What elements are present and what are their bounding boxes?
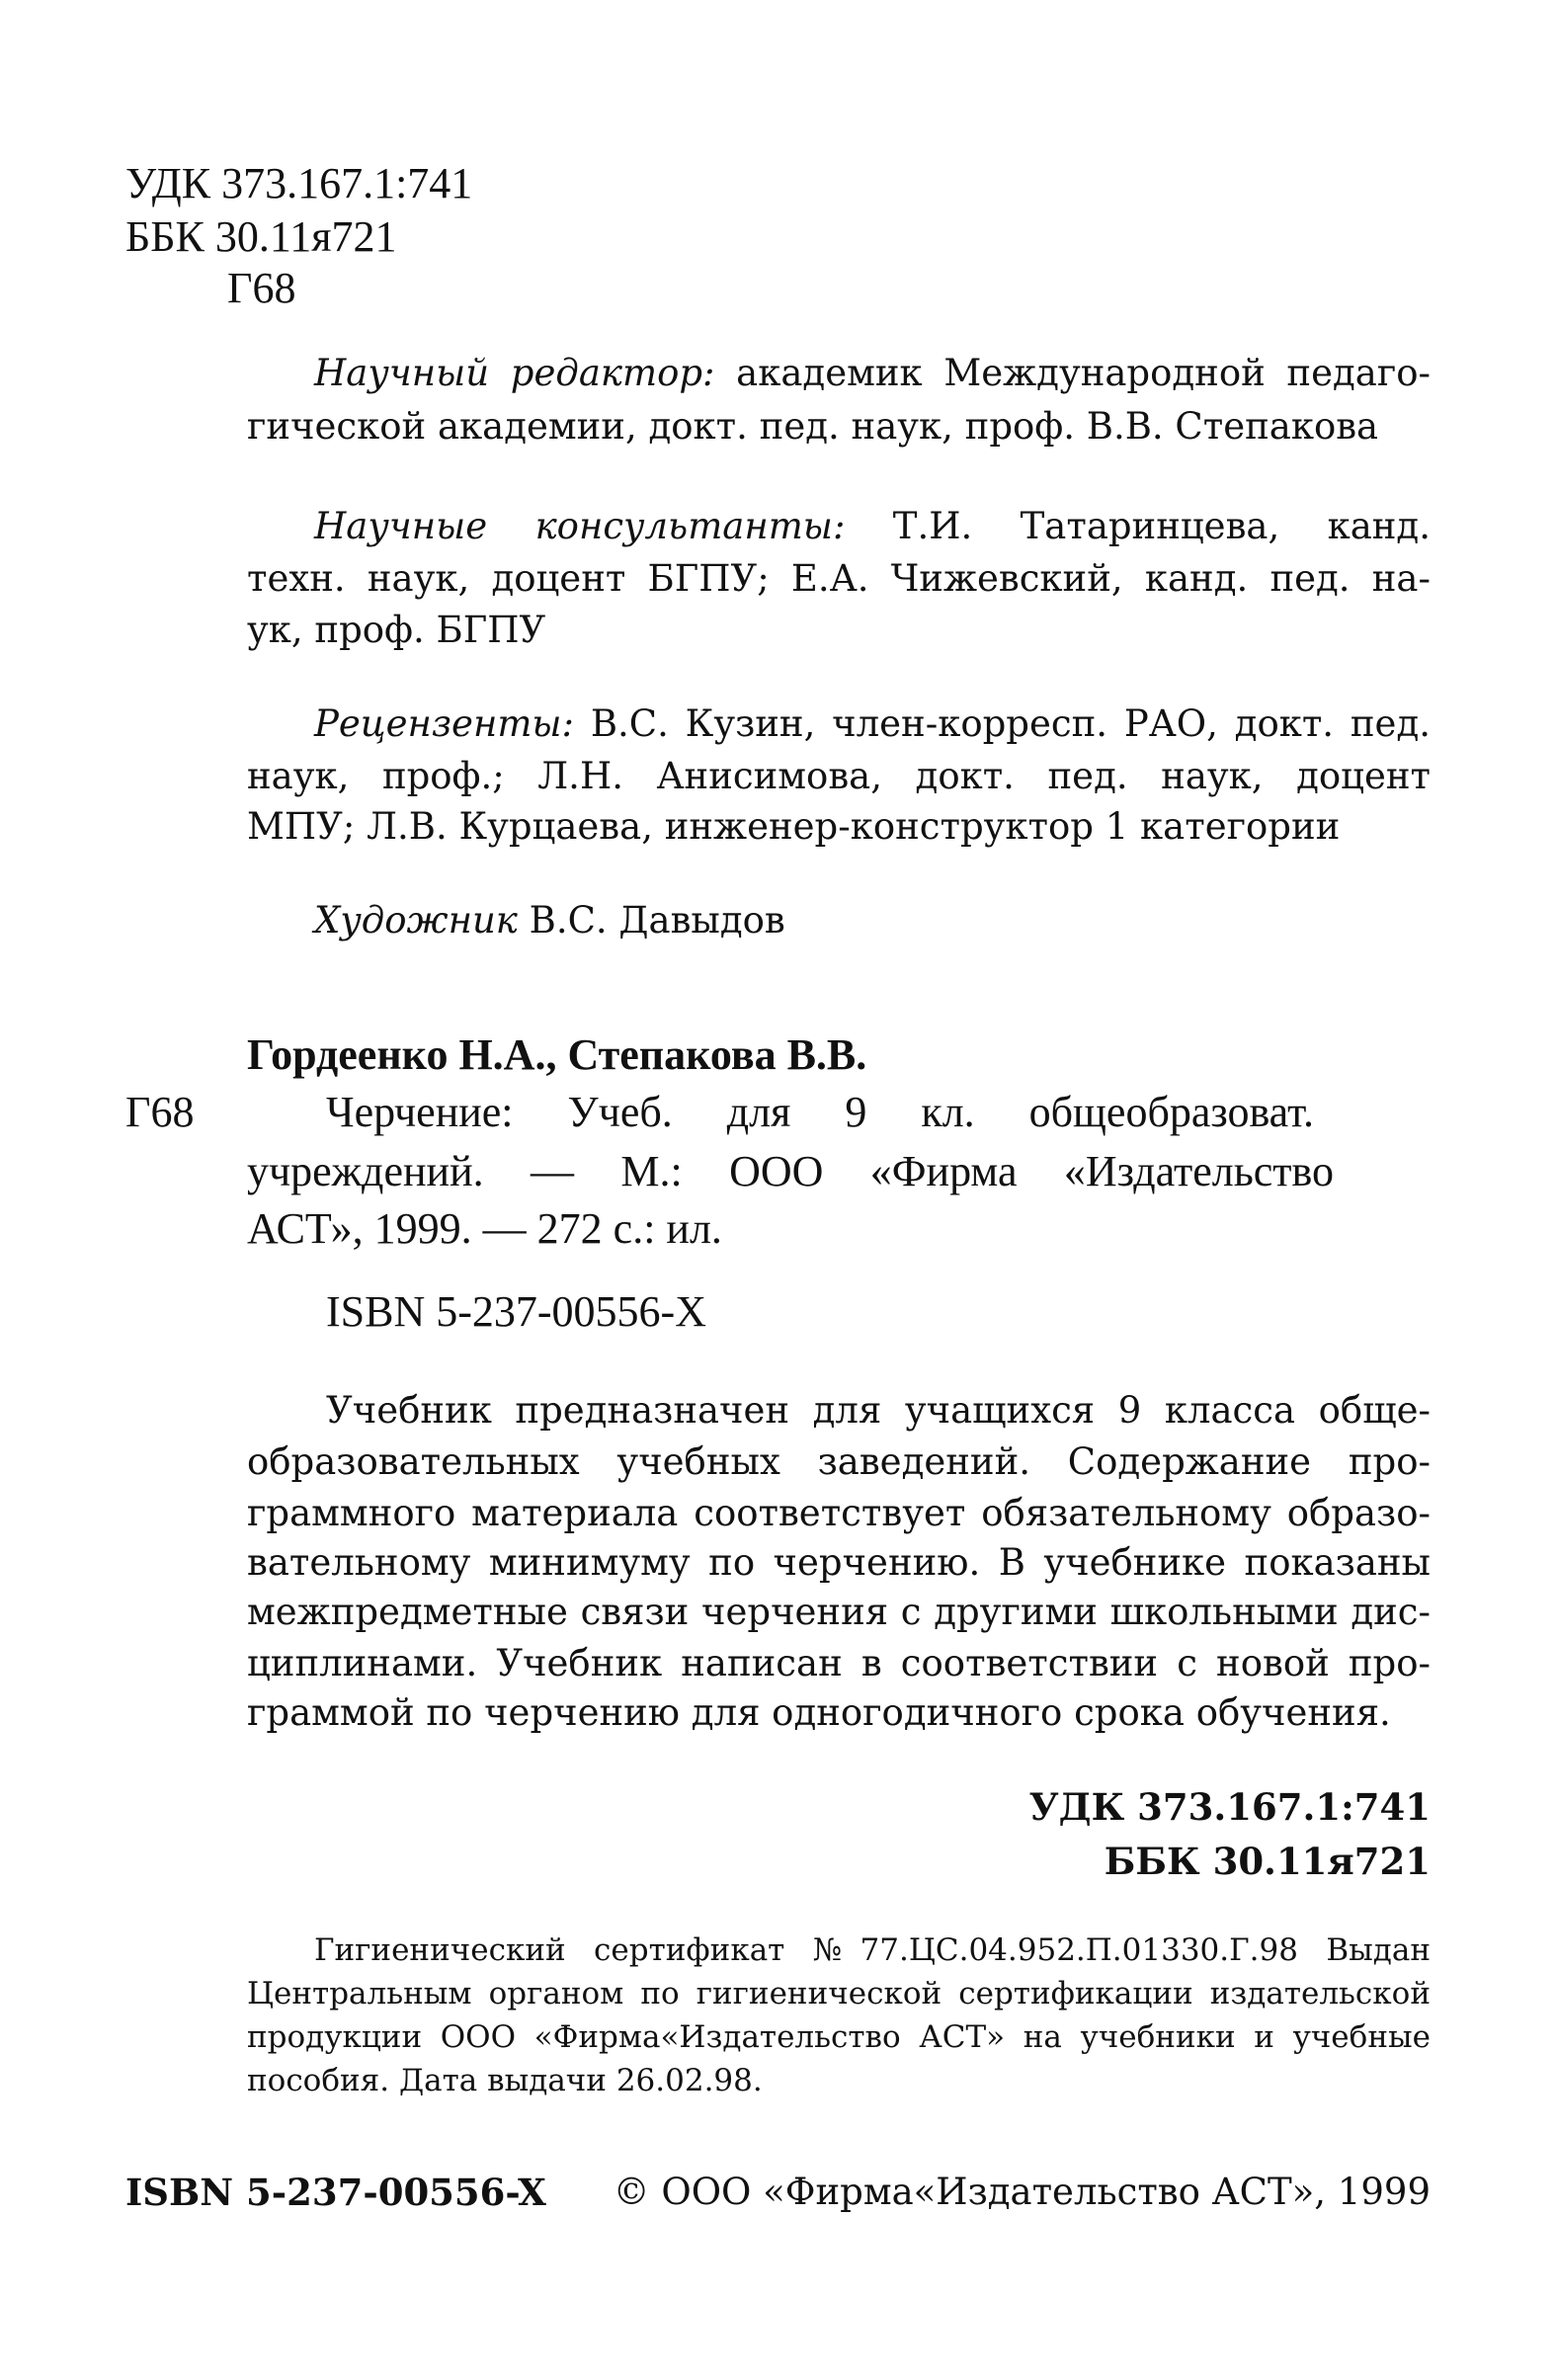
udk-right: УДК 373.167.1:741	[1028, 1785, 1431, 1829]
editor-label: Научный редактор:	[314, 352, 715, 394]
book-title-line-2: учреждений. — М.: ООО «Фирма «Издательство	[247, 1147, 1334, 1195]
consultants-line-3: ук, проф. БГПУ	[247, 609, 546, 651]
abstract-line: циплинами. Учебник написан в соответствии с новой про-	[247, 1642, 1431, 1684]
certificate-line: пособия. Дата выдачи 26.02.98.	[247, 2063, 763, 2098]
udk-header: УДК 373.167.1:741	[125, 159, 473, 207]
abstract-line: граммного материала соответствует обязательному образо-	[247, 1492, 1431, 1534]
reviewers-line-3: МПУ; Л.В. Курцаева, инженер-конструктор 1 категории	[247, 805, 1341, 848]
consultants-label: Научные консультанты:	[314, 505, 846, 547]
consultants-line-2: техн. наук, доцент БГПУ; Е.А. Чижевский, канд. пед. на-	[247, 557, 1431, 600]
bbk-right: ББК 30.11я721	[1104, 1840, 1431, 1883]
reviewers-label: Рецензенты:	[314, 702, 575, 745]
consultants-line-1: Научные консультанты: Т.И. Татаринцева, канд.	[314, 505, 1431, 547]
certificate-line: Гигиенический сертификат №77.ЦС.04.952.П.01330.Г.98 Выдан	[314, 1932, 1431, 1968]
artist-line	[314, 899, 785, 942]
artist-label: Художник	[314, 899, 518, 942]
reviewers-line-1: Рецензенты: В.С. Кузин, член-корресп. РАО, докт. пед.	[314, 702, 1431, 745]
book-title-line-3: АСТ», 1999. — 272 с.: ил.	[247, 1204, 722, 1253]
certificate-line: Центральным органом по гигиенической сертификации издательской	[247, 1976, 1431, 2011]
abstract-line: Учебник предназначен для учащихся 9 класса обще-	[326, 1389, 1431, 1432]
footer-copyright: © ООО «Фирма«Издательство АСТ», 1999	[613, 2171, 1431, 2213]
abstract-line: граммой по черчению для одногодичного срока обучения.	[247, 1691, 1391, 1734]
book-isbn: ISBN 5-237-00556-X	[326, 1287, 706, 1336]
abstract-line: образовательных учебных заведений. Содержание про-	[247, 1440, 1431, 1483]
book-title-line-1: Черчение: Учеб. для 9 кл. общеобразоват.	[326, 1088, 1314, 1136]
reviewers-line-2: наук, проф.; Л.Н. Анисимова, докт. пед. наук, доцент	[247, 755, 1431, 797]
author-code-header: Г68	[227, 264, 296, 312]
author-code: Г68	[125, 1088, 195, 1136]
abstract-line: межпредметные связи черчения с другими школьными дис-	[247, 1591, 1431, 1633]
abstract-line: вательному минимуму по черчению. В учебнике показаны	[247, 1541, 1431, 1584]
artist-name: В.С. Давыдов	[517, 899, 785, 942]
certificate-line: продукции ООО «Фирма«Издательство АСТ» на учебники и учебные	[247, 2019, 1431, 2055]
footer-isbn: ISBN 5-237-00556-X	[125, 2171, 546, 2214]
editor-line-2: гической академии, докт. пед. наук, проф. В.В. Степакова	[247, 405, 1379, 448]
book-authors: Гордеенко Н.А., Степакова В.В.	[247, 1030, 867, 1079]
editor-line-1: Научный редактор: академик Международной педаго-	[314, 352, 1431, 394]
bbk-header: ББК 30.11я721	[125, 212, 397, 261]
